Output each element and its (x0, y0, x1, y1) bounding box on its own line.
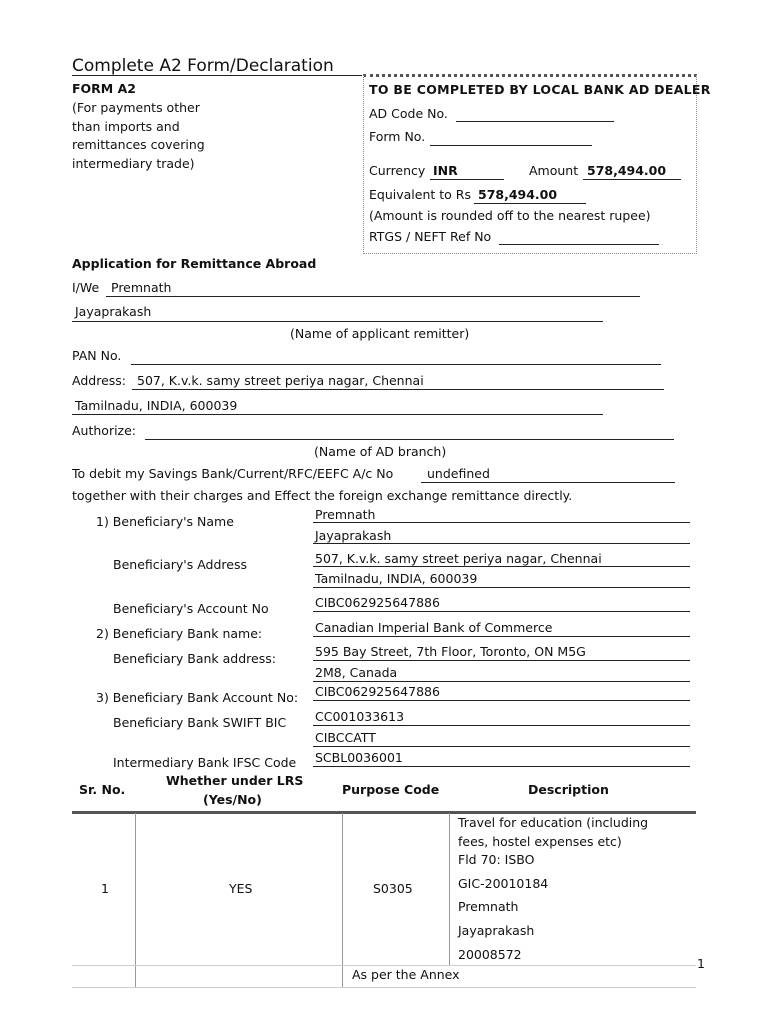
beneficiary-name-line2: Jayaprakash (315, 528, 392, 543)
beneficiary-address-line1: 507, K.v.k. samy street periya nagar, Chennai (315, 551, 602, 566)
rtgs-label: RTGS / NEFT Ref No (369, 229, 492, 244)
beneficiary-account-label: Beneficiary's Account No (113, 601, 269, 616)
row-description-line: Jayaprakash (458, 923, 535, 938)
swift-line1: CC001033613 (315, 709, 405, 724)
beneficiary-address-field-2[interactable] (313, 587, 690, 588)
beneficiary-account-field[interactable] (313, 611, 690, 612)
ifsc-value: SCBL0036001 (315, 750, 403, 765)
equiv-value: 578,494.00 (478, 187, 558, 202)
page-number: 1 (697, 956, 705, 971)
title-underline (72, 75, 362, 76)
table-col-divider (135, 813, 136, 987)
table-col-divider (449, 813, 450, 966)
rtgs-field[interactable] (499, 244, 659, 245)
pan-field[interactable] (131, 364, 661, 365)
col-header-lrs-line1: Whether under LRS (166, 773, 304, 788)
form-name: FORM A2 (72, 81, 136, 96)
currency-value: INR (433, 163, 458, 178)
beneficiary-name-field[interactable] (313, 522, 690, 523)
table-row-rule (72, 987, 696, 988)
col-header-purpose: Purpose Code (342, 782, 440, 797)
row-sr: 1 (101, 881, 109, 896)
swift-label: Beneficiary Bank SWIFT BIC (113, 715, 287, 730)
beneficiary-name-label: 1) Beneficiary's Name (96, 514, 234, 529)
form-desc-line: (For payments other (72, 100, 200, 115)
equiv-label: Equivalent to Rs (369, 187, 471, 202)
bank-name-field[interactable] (313, 636, 690, 637)
address-field[interactable] (132, 389, 664, 390)
ifsc-field[interactable] (313, 766, 690, 767)
equiv-field-line (474, 203, 586, 204)
beneficiary-account-value: CIBC062925647886 (315, 595, 440, 610)
beneficiary-address-field[interactable] (313, 566, 690, 567)
amount-value: 578,494.00 (587, 163, 667, 178)
ad-code-field[interactable] (456, 121, 614, 122)
address-label: Address: (72, 373, 126, 388)
address-line2: Tamilnadu, INDIA, 600039 (75, 398, 238, 413)
authorize-label: Authorize: (72, 423, 137, 438)
name-caption: (Name of applicant remitter) (290, 326, 470, 341)
rounded-note: (Amount is rounded off to the nearest rupee) (369, 208, 651, 223)
swift-line2: CIBCCATT (315, 730, 376, 745)
bank-address-label: Beneficiary Bank address: (113, 651, 276, 666)
table-col-divider (342, 813, 343, 987)
swift-field-2[interactable] (313, 746, 690, 747)
form-desc-line: intermediary trade) (72, 156, 195, 171)
annex-note: As per the Annex (352, 967, 460, 982)
beneficiary-address-label: Beneficiary's Address (113, 557, 247, 572)
row-description-line: GIC-20010184 (458, 876, 549, 891)
row-description-line: 20008572 (458, 947, 522, 962)
iwe-label: I/We (72, 280, 100, 295)
bank-address-line1: 595 Bay Street, 7th Floor, Toronto, ON M5G (315, 644, 586, 659)
bank-address-field[interactable] (313, 660, 690, 661)
bank-name-value: Canadian Imperial Bank of Commerce (315, 620, 553, 635)
ifsc-label: Intermediary Bank IFSC Code (113, 755, 297, 770)
form-no-field[interactable] (430, 145, 592, 146)
currency-label: Currency (369, 163, 426, 178)
table-row-rule (72, 965, 696, 966)
col-header-sr: Sr. No. (79, 782, 126, 797)
dealer-heading: TO BE COMPLETED BY LOCAL BANK AD DEALER (369, 82, 711, 97)
debit-field[interactable] (421, 482, 675, 483)
beneficiary-name-line1: Premnath (315, 507, 376, 522)
page-title: Complete A2 Form/Declaration (72, 56, 334, 76)
form-desc-line: than imports and (72, 119, 180, 134)
amount-label: Amount (529, 163, 579, 178)
applicant-name-field-2[interactable] (72, 321, 603, 322)
row-purpose-code: S0305 (373, 881, 413, 896)
col-header-description: Description (528, 782, 609, 797)
form-desc-line: remittances covering (72, 137, 205, 152)
applicant-name-field[interactable] (106, 296, 640, 297)
row-description-line: fees, hostel expenses etc) (458, 834, 622, 849)
address-line1: 507, K.v.k. samy street periya nagar, Chennai (137, 373, 424, 388)
swift-field[interactable] (313, 725, 690, 726)
branch-caption: (Name of AD branch) (314, 444, 447, 459)
bank-name-label: 2) Beneficiary Bank name: (96, 626, 263, 641)
bank-account-field[interactable] (313, 700, 690, 701)
charges-text: together with their charges and Effect the foreign exchange remittance directly. (72, 488, 573, 503)
applicant-name-line1: Premnath (111, 280, 172, 295)
col-header-lrs-line2: (Yes/No) (203, 792, 262, 807)
row-description-line: Fld 70: ISBO (458, 852, 535, 867)
ad-code-label: AD Code No. (369, 106, 448, 121)
bank-account-value: CIBC062925647886 (315, 684, 440, 699)
bank-account-label: 3) Beneficiary Bank Account No: (96, 690, 299, 705)
application-heading: Application for Remittance Abroad (72, 256, 317, 271)
row-lrs: YES (229, 881, 253, 896)
pan-label: PAN No. (72, 348, 122, 363)
debit-value: undefined (427, 466, 490, 481)
debit-label: To debit my Savings Bank/Current/RFC/EEFC A/c No (72, 466, 394, 481)
form-no-label: Form No. (369, 129, 426, 144)
row-description-line: Travel for education (including (458, 815, 649, 830)
beneficiary-address-line2: Tamilnadu, INDIA, 600039 (315, 571, 478, 586)
bank-address-line2: 2M8, Canada (315, 665, 398, 680)
address-field-2[interactable] (72, 414, 603, 415)
row-description-line: Premnath (458, 899, 519, 914)
authorize-field[interactable] (145, 439, 674, 440)
currency-field-line (430, 179, 504, 180)
beneficiary-name-field-2[interactable] (313, 543, 690, 544)
bank-address-field-2[interactable] (313, 681, 690, 682)
amount-field-line (583, 179, 681, 180)
table-header-rule (72, 811, 696, 814)
applicant-name-line2: Jayaprakash (75, 304, 152, 319)
